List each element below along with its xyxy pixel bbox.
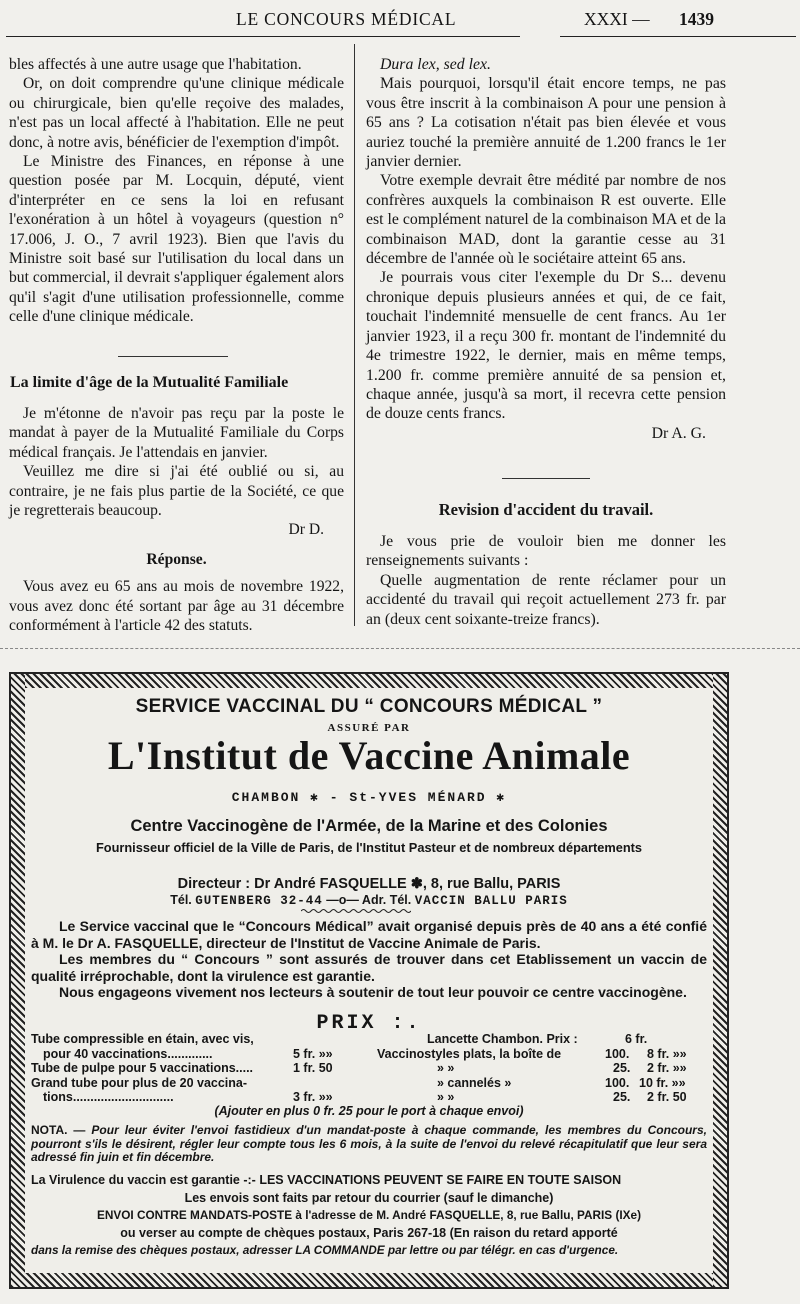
price-row: » cannelés » 100. 10 fr. »» — [437, 1075, 686, 1090]
page-number: 1439 — [679, 9, 714, 29]
page-rule — [0, 648, 800, 649]
price-heading: PRIX :. — [316, 1012, 422, 1035]
ad-footer-lines — [31, 1172, 707, 1260]
nota-text: Pour leur éviter l'envoi fastidieux d'un mandat-poste à chaque commande, les membres du Concours, pourront s'ils le désirent, régler leur compte tous les 6 mois, à la suite de l'envoi du relevé récapitulatif que leur sera adressé fin juin et fin décembre. — [31, 1123, 707, 1165]
ad-chambon: CHAMBON ✱ - St-YVES MÉNARD ✱ — [231, 790, 507, 805]
volume-number: XXXI — — [584, 9, 650, 29]
tel-number: GUTENBERG 32-44 — [195, 894, 323, 908]
price-row: Tube compressible en étain, avec vis, — [31, 1032, 254, 1046]
paragraph: Mais pourquoi, lorsqu'il était encore temps, ne pas vous être inscrit à la combinaison A pour une pension à 65 ans ? La cotisation n'était pas bien élevée et vous auriez touché la première annuité de 1.200 francs le 1er janvier dernier. — [366, 75, 726, 171]
virulence-line: La Virulence du vaccin est garantie -:- LES VACCINATIONS PEUVENT SE FAIRE EN TOUTE SAISON — [31, 1173, 622, 1187]
section-separator — [118, 356, 228, 357]
price-row: » » 25. 2 fr. 50 — [437, 1090, 687, 1105]
paragraph: Veuillez me dire si j'ai été oublié ou si, au contraire, je ne fais plus partie de la Société, ce que je regretterais beaucoup. — [9, 463, 344, 520]
ad-telephone: Tél. GUTENBERG 32-44 —o— Adr. Tél. VACCIN BALLU PARIS — [170, 893, 568, 908]
envois-line: Les envois sont faits par retour du courrier (sauf le dimanche) — [184, 1190, 554, 1205]
price-row: pour 40 vaccinations............. 5 fr. »» — [43, 1046, 333, 1061]
running-header — [0, 8, 800, 32]
ad-centre: Centre Vaccinogène de l'Armée, de la Marine et des Colonies — [130, 817, 608, 835]
signature: Dr D. — [288, 521, 324, 539]
right-column-section — [366, 532, 726, 629]
section-separator — [502, 478, 590, 479]
vaccine-advertisement — [9, 672, 729, 1289]
tel-address: VACCIN BALLU PARIS — [414, 894, 568, 908]
ad-title: SERVICE VACCINAL DU “ CONCOURS MÉDICAL ” — [135, 696, 603, 717]
price-row: » » 25. 2 fr. »» — [437, 1061, 687, 1076]
ad-fournisseur: Fournisseur officiel de la Ville de Paris, de l'Institut Pasteur et de nombreux départements — [95, 840, 643, 855]
ad-paragraph: Le Service vaccinal que le “Concours Médical” avait organisé depuis près de 40 ans a été confié à M. le Dr A. FASQUELLE, directeur de l'Institut de Vaccine Animale de Paris. — [31, 918, 707, 951]
header-rule-right — [560, 36, 796, 37]
section-heading-mutualite: La limite d'âge de la Mutualité Familiale — [10, 374, 289, 391]
paragraph: Votre exemple devrait être médité par nombre de nos confrères auxquels la combinaison R est ouverte. Elle est le complément naturel de la combinaison MA et de la combinaison MAD, dont la garantie cesse au 31 décembre de l'année où le sociétaire atteint 65 ans. — [366, 172, 726, 268]
price-row: tions............................. 3 fr. »» — [43, 1090, 333, 1105]
paragraph: Or, on doit comprendre qu'une clinique médicale ou chirurgicale, bien qu'elle reçoive des malades, n'est pas un local affecté à l'habitation. Elle ne peut donc, à notre avis, bénéficier de l'exemption d'impôt. — [9, 75, 344, 151]
nota — [31, 1124, 707, 1165]
envoi-contre-line: ENVOI CONTRE MANDATS-POSTE à l'adresse de M. André FASQUELLE, 8, rue Ballu, PARIS (IXe) — [96, 1208, 642, 1222]
ad-assure: ASSURÉ PAR — [327, 722, 411, 734]
paragraph: Je vous prie de vouloir bien me donner les renseignements suivants : — [366, 533, 726, 570]
section-heading-accident: Revision d'accident du travail. — [438, 500, 654, 519]
verser-line: ou verser au compte de chèques postaux, Paris 267-18 (En raison du retard apporté — [120, 1225, 618, 1240]
header-rule — [6, 36, 520, 37]
ad-directeur: Directeur : Dr André FASQUELLE ✽, 8, rue Ballu, PARIS — [177, 876, 561, 892]
paragraph: Quelle augmentation de rente réclamer pour un accidenté du travail qui reçoit actuellement 273 fr. par an (deux cent soixante-treize francs). — [366, 571, 726, 628]
response-text: Vous avez eu 65 ans au mois de novembre 1922, vous avez donc été sortant par âge au 31 décembre conformément à l'article 42 des statuts. — [9, 578, 344, 635]
journal-title: LE CONCOURS MÉDICAL — [236, 9, 457, 29]
lead-quote: Dura lex, sed lex. — [380, 56, 491, 73]
left-column-section — [9, 404, 344, 635]
paragraph: Je m'étonne de n'avoir pas reçu par la poste le mandat à payer de la Mutualité Familiale du Corps médical français. Je l'attendais en janvier. — [9, 405, 344, 461]
price-row: Vaccinostyles plats, la boîte de 100. 8 fr. »» — [377, 1046, 687, 1061]
price-row: Tube de pulpe pour 5 vaccinations..... 1 fr. 50 — [31, 1061, 333, 1076]
shipping-note: (Ajouter en plus 0 fr. 25 pour le port à chaque envoi) — [214, 1104, 524, 1118]
ad-institut-name: L'Institut de Vaccine Animale — [107, 733, 631, 778]
ad-paragraph: Nous engageons vivement nos lecteurs à soutenir de tout leur pouvoir ce centre vaccinogène. — [59, 984, 687, 1000]
paragraph: Je pourrais vous citer l'exemple du Dr S... devenu chronique depuis plusieurs années et qui, de ce fait, touchait l'indemnité mensuelle de cent francs. Au 1er janvier 1923, il a reçu 300 fr. montant de l'indemnité du 4e trimestre 1922, le dernier, mais en même temps, 1.200 fr. comme première annuité de sa pension et, chaque année, jusqu'à sa mort, il recevra cette pension de douze cents francs. — [366, 269, 726, 423]
price-list-right — [377, 1032, 707, 1105]
paragraph: bles affectés à une autre usage que l'habitation. — [9, 56, 302, 73]
signature: Dr A. G. — [651, 424, 706, 442]
ad-paragraph: Les membres du “ Concours ” sont assurés de trouver dans cet Etablissement un vaccin de qualité irréprochable, dont la virulence est garantie. — [31, 951, 707, 984]
column-divider — [354, 44, 355, 626]
nota-label: NOTA. — — [31, 1123, 86, 1137]
response-heading: Réponse. — [146, 550, 207, 568]
price-row: Grand tube pour plus de 20 vaccina- — [31, 1075, 248, 1090]
remise-line: dans la remise des chèques postaux, adresser LA COMMANDE par lettre ou par télégr. en cas d'urgence. — [31, 1243, 619, 1257]
left-column — [9, 55, 344, 327]
wavy-ornament — [301, 908, 411, 914]
price-row: Lancette Chambon. Prix : 6 fr. — [427, 1032, 648, 1046]
paragraph: Le Ministre des Finances, en réponse à une question posée par M. Locquin, député, vient d'interpréter en ce sens la loi en refusant l'exonération à un hôtel à voyageurs (question n° 17.006, J. O., 7 avril 1923). Bien que l'avis du Ministre soit basé sur l'utilisation du local dans un but commercial, il devrait s'appliquer également alors qu'il s'agit d'une utilisation professionnelle, comme celle d'une clinique médicale. — [9, 153, 344, 326]
right-column — [366, 55, 726, 443]
price-list-left — [31, 1032, 351, 1105]
